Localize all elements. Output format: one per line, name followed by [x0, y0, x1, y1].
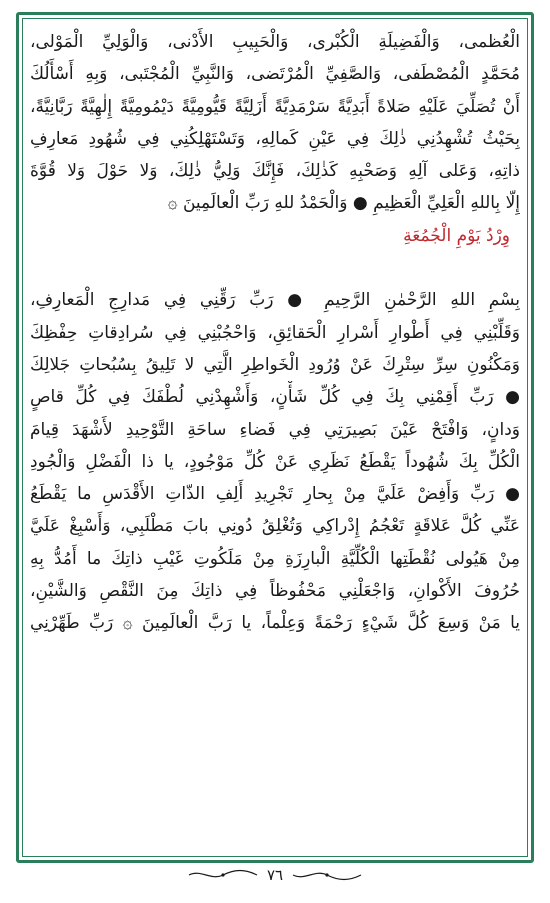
text-line: مُحَمَّدٍ الْمُصْطَفى، وَالصَّفِيِّ الْمُرْتَضى، وَالنَّبِيِّ الْمُجْتَبى، وَبِهِ أَسْأَلُكَ [30, 64, 520, 85]
text-line: ● رَبِّ وَأَفِضْ عَلَيَّ مِنْ بِحارِ تَجْرِيدِ أَلِفِ الذّاتِ الأَقْدَسِ ما يَقْطَعُ [30, 484, 520, 505]
spacer [30, 252, 520, 284]
page-footer [0, 866, 550, 896]
text-line: ● رَبِّ أَقِمْنِي بِكَ فِي كُلِّ شَأْنٍ، وَأَشْهِدْنِي لُطْفَكَ فِي كُلِّ قاصٍ [30, 387, 520, 408]
text-line: وَدانٍ، وَافْتَحْ عَيْنَ بَصِيرَتِي فِي فَضاءِ ساحَةِ التَّوْحِيدِ لأَشْهَدَ قِيامَ [30, 419, 520, 440]
text-line: إِلّا بِاللهِ الْعَلِيِّ الْعَظِيمِ ● وَالْحَمْدُ للهِ رَبِّ الْعالَمِينَ ۞ [167, 193, 520, 214]
text-line: الْعُظمى، وَالْفَضِيلَةِ الْكُبْرى، وَالْحَبِيبِ الأَدْنى، وَالْوَلِيِّ الْمَوْلى، [30, 32, 520, 52]
page-number: ٧٦ [266, 866, 284, 884]
text-line: وَمَكْنُونِ سِرِّ سِتْرِكَ عَنْ وُرُودِ الْخَواطِرِ الَّتِي لا تَلِيقُ بِسُبُحاتِ جَلالِكَ [30, 354, 520, 375]
text-line: وَقَلِّبْنِي فِي أَطْوارِ أَسْرارِ الْحَقائِقِ، وَاحْجُبْنِي فِي سُرادِقاتِ حِفْظِكَ [30, 322, 520, 343]
text-line: عَنِّي كُلَّ عَلاقَةٍ تَعْجُمُ إِدْراكِي وَتُغْلِقُ دُونِي بابَ مَطْلَبِي، وَأَسْبِغْ عَلَيَّ [30, 516, 520, 537]
text-line: يا مَنْ وَسِعَ كُلَّ شَيْءٍ رَحْمَةً وَعِلْماً، يا رَبَّ الْعالَمِينَ ۞ رَبِّ طَهِّرْنِي [30, 613, 520, 634]
text-line: ذاتِهِ، وَعَلى آلِهِ وَصَحْبِهِ كَذٰلِكَ، فَإِنَّكَ وَلِيُّ ذٰلِكَ، وَلا حَوْلَ وَلا قُوَّةَ [30, 161, 520, 182]
text-line: الْكُلِّ بِكَ شُهُوداً يَقْطَعُ نَظَرِي عَنْ كُلِّ مَوْجُودٍ، يا ذا الْفَضْلِ وَالْجُودِ [30, 451, 520, 472]
text-line: حُرُوفَ الأَكْوانِ، وَاجْعَلْنِي مَحْفُوظاً فِي ذاتِكَ مِنَ النَّقْصِ وَالشَّيْنِ، [30, 581, 520, 602]
text-line: أَنْ تُصَلِّيَ عَلَيْهِ صَلاةً أَبَدِيَّةً سَرْمَدِيَّةً أَزَلِيَّةً قَيُّومِيَّةً دَيْمُومِيَّةً إِلٰهِيَّةً رَبَّانِيَّةً، [30, 96, 520, 117]
flourish-left-icon [187, 868, 259, 882]
text-line: بِسْمِ اللهِ الرَّحْمٰنِ الرَّحِيمِ ● رَبِّ رَقِّنِي فِي مَدارِجِ الْمَعارِفِ، [30, 290, 520, 311]
text-line: مِنْ هَيُولى نُقْطَتِها الْكُلِّيَّةِ الْبارِزَةِ مِنْ مَلَكُوتِ غَيْبِ ذاتِكَ ما أَمُدُّ بِهِ [30, 548, 520, 569]
flourish-right-icon [291, 868, 363, 882]
text-body [30, 26, 520, 850]
section-heading: وِرْدُ يَوْمِ الْجُمُعَةِ [403, 225, 510, 246]
text-line: بِحَيْثُ تُشْهِدُنِي ذٰلِكَ فِي عَيْنِ كَمالِهِ، وَتَسْتَهْلِكُنِي فِي شُهُودِ مَعارِفِ [30, 128, 520, 149]
